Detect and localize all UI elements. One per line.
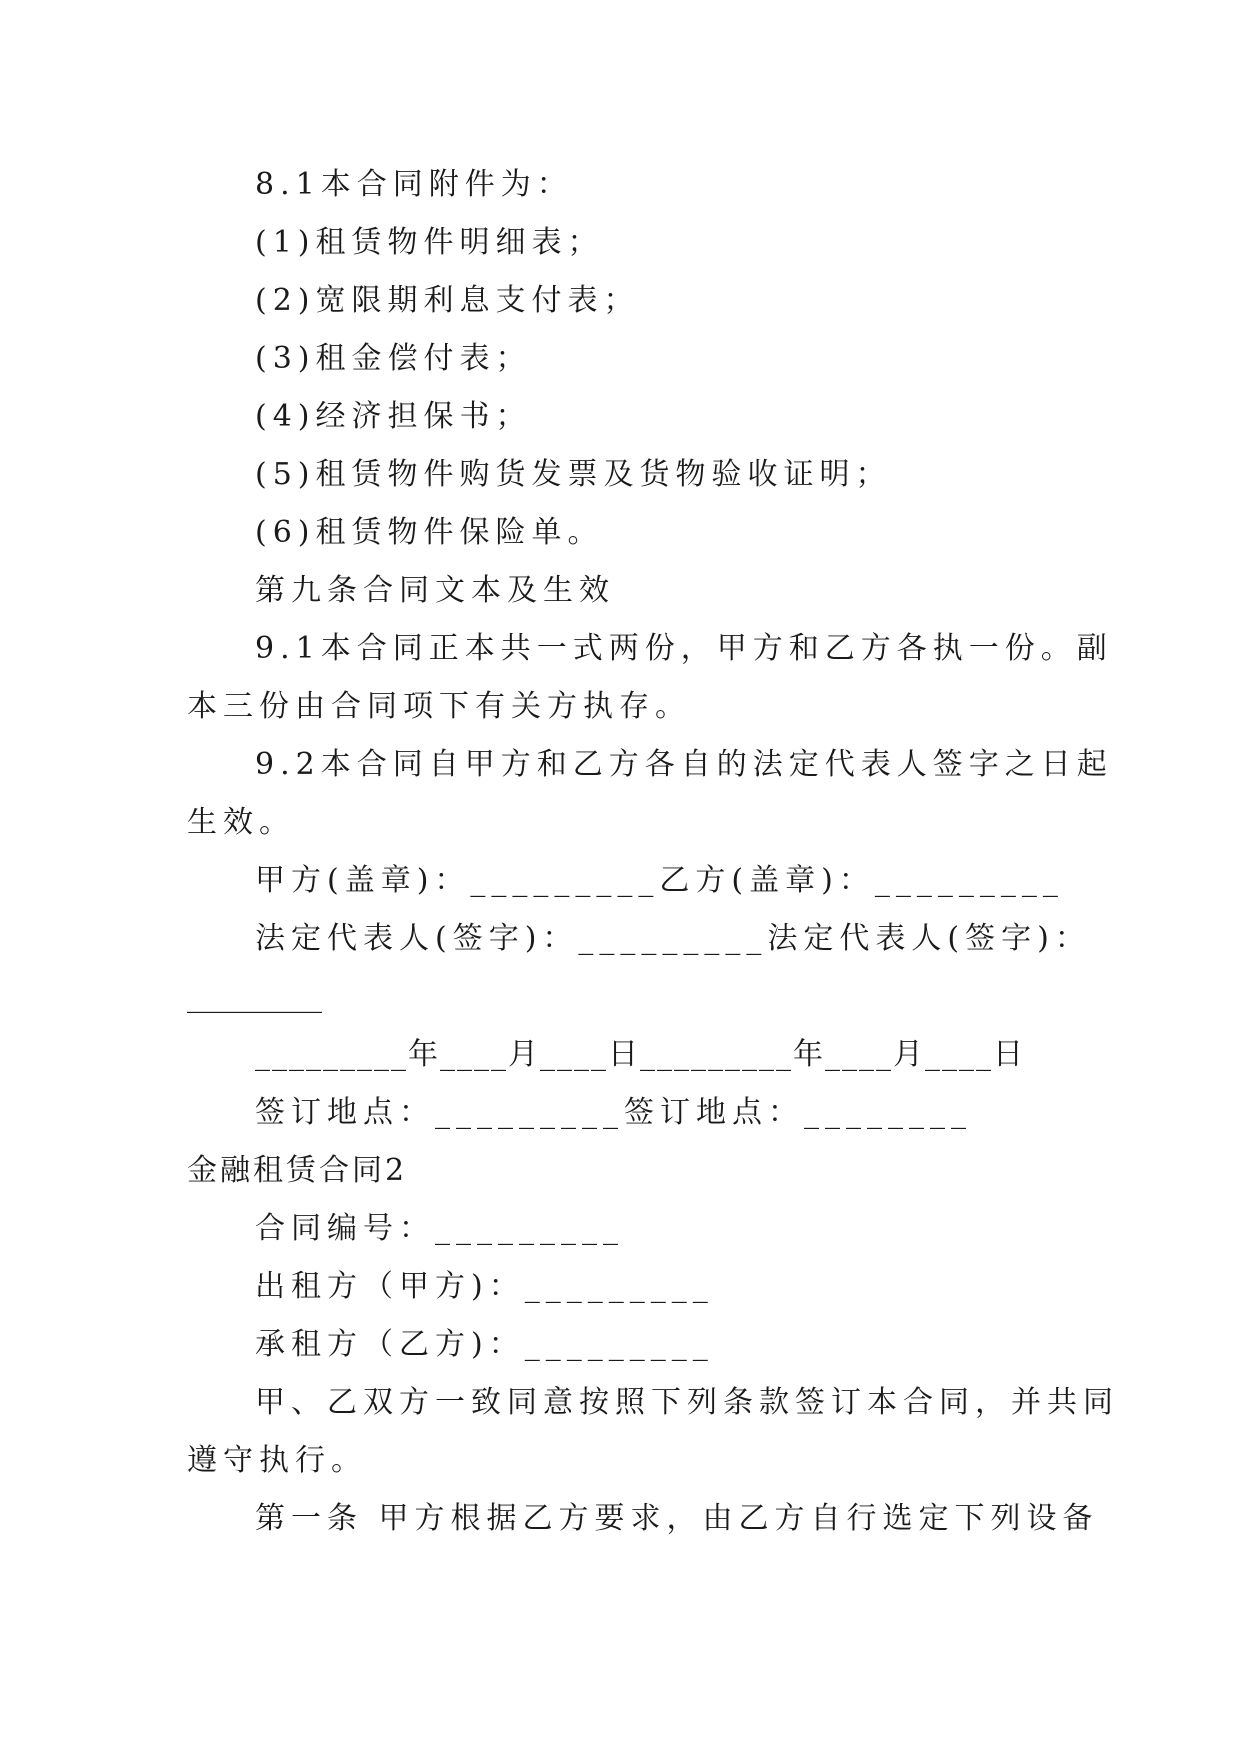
clause-9-1-line-2: 本三份由合同项下有关方执存。 [187,689,691,724]
clause-9-1-line-1: 9.1本合同正本共一式两份，甲方和乙方各执一份。副 [255,631,1113,666]
clause-9-2-line-1: 9.2本合同自甲方和乙方各自的法定代表人签字之日起 [255,747,1113,782]
attachment-item-3: (3)租金偿付表； [255,341,532,376]
attachment-item-2: (2)宽限期利息支付表； [255,283,640,318]
clause-8-1: 8.1本合同附件为： [255,167,573,202]
agreement-paragraph-line-2: 遵守执行。 [187,1443,367,1478]
article-9-heading: 第九条合同文本及生效 [255,573,615,608]
signing-location-line: 签订地点：_________签订地点：________ [255,1095,972,1130]
contract-2-title: 金融租赁合同2 [187,1153,408,1188]
attachment-item-4: (4)经济担保书； [255,399,532,434]
signature-date-line: _________年____月____日_________年____月____日 [255,1037,1025,1072]
signature-representative-line: 法定代表人(签字)：_________法定代表人(签字)： [255,921,1091,956]
contract-number-line: 合同编号：_________ [255,1211,624,1246]
article-1-line: 第一条 甲方根据乙方要求，由乙方自行选定下列设备 [255,1501,1099,1536]
attachment-item-5: (5)租赁物件购货发票及货物验收证明； [255,457,892,492]
signature-seal-line: 甲方(盖章)：_________乙方(盖章)：_________ [255,863,1064,898]
clause-9-2-line-2: 生效。 [187,805,295,840]
lessee-line: 承租方（乙方)：_________ [255,1327,714,1362]
attachment-item-6: (6)租赁物件保险单。 [255,515,604,550]
signature-representative-blank: _________ [187,979,322,1014]
agreement-paragraph-line-1: 甲、乙双方一致同意按照下列条款签订本合同，并共同 [255,1385,1119,1420]
lessor-line: 出租方（甲方)：_________ [255,1269,714,1304]
attachment-item-1: (1)租赁物件明细表； [255,225,604,260]
